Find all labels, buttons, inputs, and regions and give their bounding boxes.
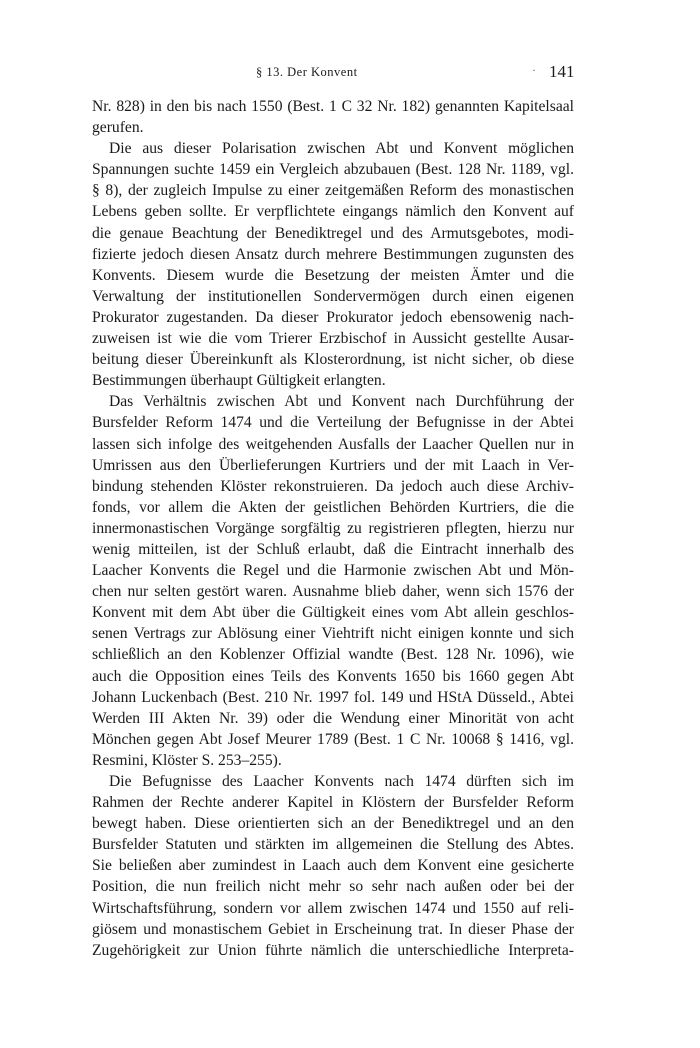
text-line: lassen sich infolge des weitgehenden Ausfalls der Laacher Quellen nur in bbox=[92, 435, 574, 453]
page-mark: · bbox=[532, 63, 536, 77]
text-line: fizierte jedoch diesen Ansatz durch mehrere Bestimmungen zugunsten des bbox=[92, 245, 574, 263]
text-line: Die aus dieser Polarisation zwischen Abt und Konvent möglichen bbox=[109, 140, 574, 158]
text-line: fonds, vor allem die Akten der geistlichen Behörden Kurtriers, die die bbox=[92, 498, 574, 516]
text-line: Lebens geben sollte. Er verpflichtete eingangs nämlich den Konvent auf bbox=[92, 203, 574, 221]
text-line: Umrissen aus den Überlieferungen Kurtriers und der mit Laach in Ver- bbox=[92, 456, 574, 474]
text-line: Bursfelder Statuten und stärkten im allgemeinen die Stellung des Abtes. bbox=[92, 836, 574, 854]
running-header bbox=[0, 63, 700, 83]
text-line: wenig mitteilen, ist der Schluß erlaubt, daß die Eintracht innerhalb des bbox=[92, 540, 574, 558]
text-line: Konvent mit dem Abt über die Gültigkeit eines vom Abt allein geschlos- bbox=[92, 604, 574, 622]
text-line: die genaue Beachtung der Benediktregel und des Armutsgebotes, modi- bbox=[92, 224, 574, 242]
text-line: Laacher Konvents die Regel und die Harmonie zwischen Abt und Mön- bbox=[92, 562, 574, 580]
text-line: innermonastischen Vorgänge sorgfältig zu registrieren pflegten, hierzu nur bbox=[92, 519, 574, 537]
text-line: bindung stehenden Klöster rekonstruieren. Da jedoch auch diese Archiv- bbox=[92, 477, 574, 495]
text-line: Verwaltung der institutionellen Sondervermögen durch einen eigenen bbox=[92, 287, 574, 305]
text-line: § 8), der zugleich Impulse zu einer zeitgemäßen Reform des monastischen bbox=[92, 182, 574, 200]
text-line: Wirtschaftsführung, sondern vor allem zwischen 1474 und 1550 auf reli- bbox=[92, 899, 574, 917]
text-line: Die Befugnisse des Laacher Konvents nach 1474 dürften sich im bbox=[109, 773, 574, 790]
text-line: Werden III Akten Nr. 39) oder die Wendung einer Minorität von acht bbox=[92, 709, 574, 727]
text-line: Prokurator zugestanden. Da dieser Prokurator jedoch ebensowenig nach- bbox=[92, 308, 574, 326]
page-number: 141 bbox=[549, 62, 575, 81]
text-line: Sie beließen aber zumindest in Laach auch dem Konvent eine gesicherte bbox=[92, 857, 574, 875]
text-line: senen Vertrags zur Ablösung einer Viehtrift nicht einigen konnte und sich bbox=[92, 625, 574, 643]
text-line: Konvents. Diesem wurde die Besetzung der meisten Ämter und die bbox=[92, 266, 574, 284]
text-line: Bursfelder Reform 1474 und die Verteilung der Befugnisse in der Abtei bbox=[92, 414, 574, 432]
text-line: schließlich an den Koblenzer Offizial wandte (Best. 128 Nr. 1096), wie bbox=[92, 646, 574, 664]
text-line: Bestimmungen überhaupt Gültigkeit erlangten. bbox=[92, 372, 386, 390]
text-line: gerufen. bbox=[92, 119, 144, 137]
text-line: Mönchen gegen Abt Josef Meurer 1789 (Best. 1 C Nr. 10068 § 1416, vgl. bbox=[92, 730, 574, 748]
text-line: chen nur selten gestört waren. Ausnahme blieb daher, wenn sich 1576 der bbox=[92, 583, 574, 601]
text-line: Spannungen suchte 1459 ein Vergleich abzubauen (Best. 128 Nr. 1189, vgl. bbox=[92, 161, 574, 179]
text-line: Resmini, Klöster S. 253–255). bbox=[92, 751, 282, 769]
text-line: Nr. 828) in den bis nach 1550 (Best. 1 C 32 Nr. 182) genannten Kapitelsaal bbox=[92, 98, 574, 115]
running-title: § 13. Der Konvent bbox=[256, 65, 358, 79]
text-line: giösem und monastischem Gebiet in Erscheinung trat. In dieser Phase der bbox=[92, 920, 574, 938]
text-line: Johann Luckenbach (Best. 210 Nr. 1997 fol. 149 und HStA Düsseld., Abtei bbox=[92, 688, 574, 706]
text-line: Zugehörigkeit zur Union führte nämlich die unterschiedliche Interpreta- bbox=[92, 941, 574, 959]
text-line: Rahmen der Rechte anderer Kapitel in Klöstern der Bursfelder Reform bbox=[92, 794, 574, 812]
body-text bbox=[92, 96, 574, 961]
text-line: beitung dieser Übereinkunft als Klosterordnung, ist nicht sicher, ob diese bbox=[92, 351, 574, 369]
text-line: Position, die nun freilich nicht mehr so sehr nach außen oder bei der bbox=[92, 878, 574, 896]
text-line: auch die Opposition eines Teils des Konvents 1650 bis 1660 gegen Abt bbox=[92, 667, 574, 685]
text-line: zuweisen ist wie die vom Trierer Erzbischof in Aussicht gestellte Ausar- bbox=[92, 330, 574, 348]
text-line: Das Verhältnis zwischen Abt und Konvent nach Durchführung der bbox=[109, 393, 574, 411]
text-line: bewegt haben. Diese orientierten sich an der Benediktregel und an den bbox=[92, 815, 574, 833]
